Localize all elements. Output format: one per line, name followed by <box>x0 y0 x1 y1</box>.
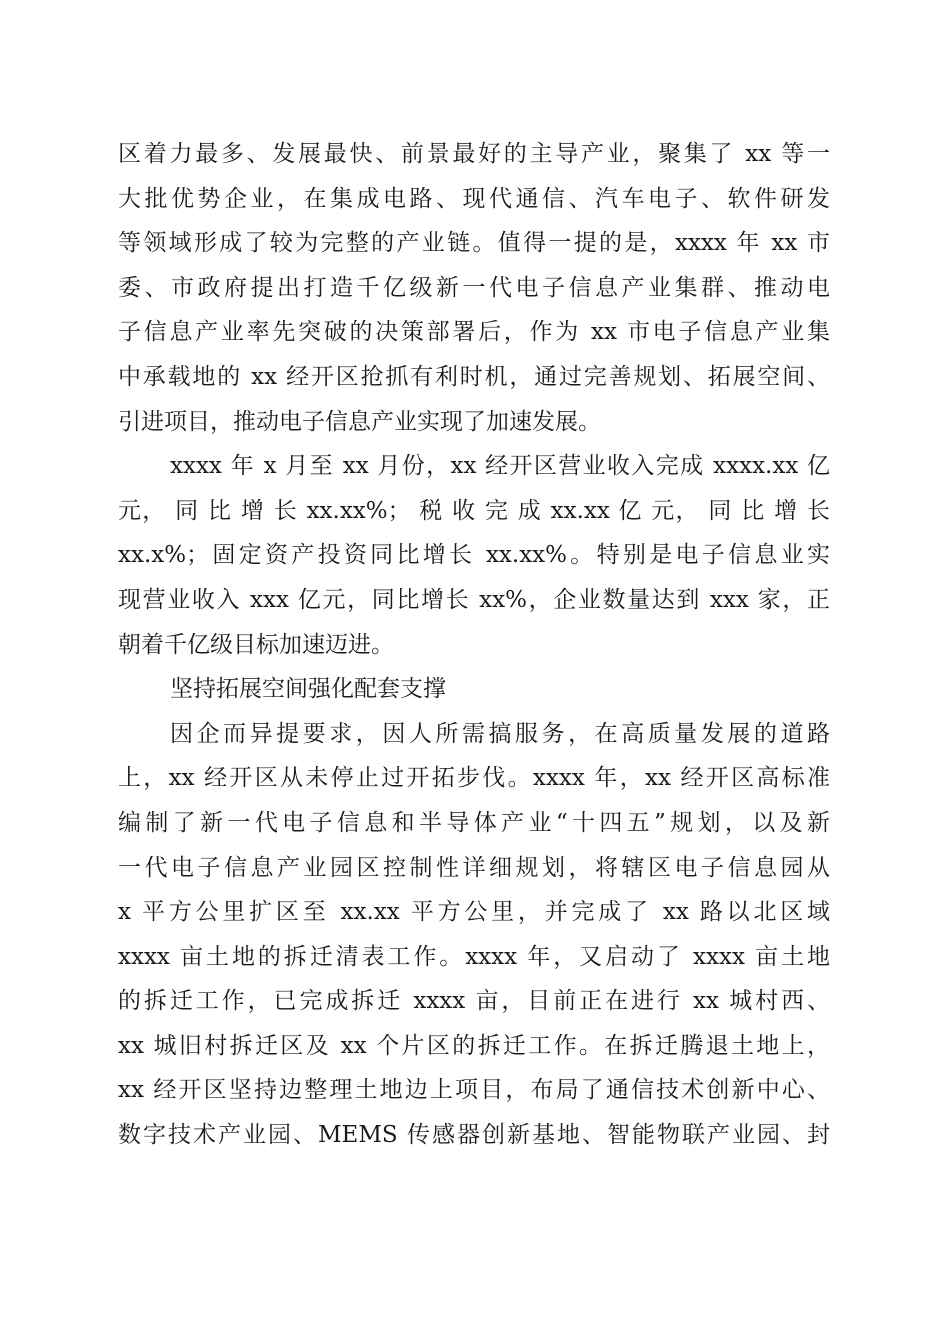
text-line: xx.x%；固定资产投资同比增长 xx.xx%。特别是电子信息业实 <box>118 542 830 569</box>
text-line: 一代电子信息产业园区控制性详细规划，将辖区电子信息园从 <box>118 854 830 881</box>
text-line: 朝着千亿级目标加速迈进。 <box>118 631 394 658</box>
text-line: xxxx 亩土地的拆迁清表工作。xxxx 年，又启动了 xxxx 亩土地 <box>118 943 830 970</box>
text-line: 区着力最多、发展最快、前景最好的主导产业，聚集了 xx 等一 <box>118 141 830 167</box>
text-line: 元， 同 比 增 长 xx.xx%； 税 收 完 成 xx.xx 亿 元， 同 比 增 长 <box>118 497 830 524</box>
text-line: xx 城旧村拆迁区及 xx 个片区的拆迁工作。在拆迁腾退土地上， <box>118 1032 830 1059</box>
text-line: 的拆迁工作，已完成拆迁 xxxx 亩，目前正在进行 xx 城村西、 <box>118 988 830 1015</box>
text-line: 等领域形成了较为完整的产业链。值得一提的是，xxxx 年 xx 市 <box>118 230 830 257</box>
text-line: 数字技术产业园、MEMS 传感器创新基地、智能物联产业园、封 <box>118 1122 830 1149</box>
text-line: 中承载地的 xx 经开区抢抓有利时机，通过完善规划、拓展空间、 <box>118 363 830 390</box>
text-line: xx 经开区坚持边整理土地边上项目，布局了通信技术创新中心、 <box>118 1077 830 1104</box>
text-line: x 平方公里扩区至 xx.xx 平方公里，并完成了 xx 路以北区域 <box>118 899 830 926</box>
section-heading: 坚持拓展空间强化配套支撑 <box>170 676 446 703</box>
text-line: 子信息产业率先突破的决策部署后，作为 xx 市电子信息产业集 <box>118 319 830 346</box>
text-line: 委、市政府提出打造千亿级新一代电子信息产业集群、推动电 <box>118 274 830 301</box>
text-line: 上，xx 经开区从未停止过开拓步伐。xxxx 年，xx 经开区高标准 <box>118 765 830 792</box>
text-line: 大批优势企业，在集成电路、现代通信、汽车电子、软件研发 <box>118 185 830 212</box>
text-line: 现营业收入 xxx 亿元，同比增长 xx%，企业数量达到 xxx 家，正 <box>118 586 830 613</box>
paragraph-first-line: xxxx 年 x 月至 xx 月份，xx 经开区营业收入完成 xxxx.xx 亿 <box>170 453 830 480</box>
document-body <box>118 132 830 1158</box>
text-line: 引进项目，推动电子信息产业实现了加速发展。 <box>118 408 601 435</box>
text-line: 编制了新一代电子信息和半导体产业“十四五”规划，以及新 <box>118 809 830 836</box>
paragraph-first-line: 因企而异提要求，因人所需搞服务，在高质量发展的道路 <box>170 720 830 747</box>
